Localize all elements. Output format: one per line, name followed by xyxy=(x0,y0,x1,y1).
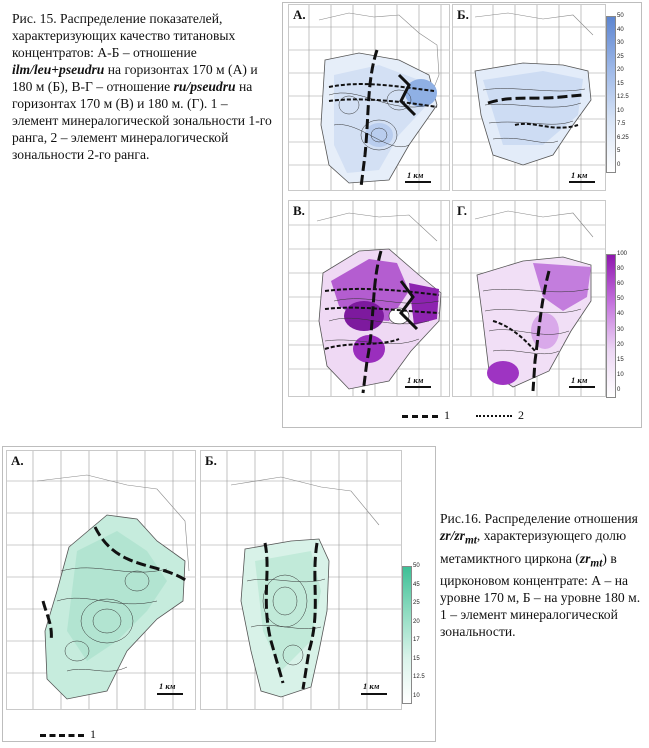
fig15-panel-a-scale-bar xyxy=(405,181,431,183)
fig16-panel-a xyxy=(6,450,196,710)
fig15-panel-g-scale: 1 км xyxy=(571,375,588,385)
fig15-panel-g-scale-bar xyxy=(569,386,595,388)
fig15-colorbar-bottom-tick-label: 0 xyxy=(617,387,621,393)
fig16-caption-text-2: , характеризующего долю метамиктного циркона ( xyxy=(440,528,627,566)
fig16-colorbar xyxy=(402,563,432,706)
fig15-colorbar-top-tick-label: 20 xyxy=(617,67,624,74)
fig16-caption-ratio-sub: mt xyxy=(464,534,477,547)
fig15-panel-b-map xyxy=(453,5,605,190)
fig15-panel-v-scale-bar xyxy=(405,386,431,388)
fig15-colorbar-top-tick-label: 0 xyxy=(617,162,621,168)
fig16-panel-a-scale-bar xyxy=(157,693,183,695)
fig16-colorbar-tick-label: 20 xyxy=(413,618,420,625)
fig15-colorbar-top-tick-label: 5 xyxy=(617,148,621,155)
fig15-legend-line-1 xyxy=(402,415,438,418)
fig15-panel-v-label: В. xyxy=(293,203,305,218)
fig15-colorbar-top-tick-label: 10 xyxy=(617,107,624,114)
fig15-colorbar-bottom-tick-label: 60 xyxy=(617,281,624,288)
fig15-colorbar-top-tick-label: 50 xyxy=(617,13,624,19)
fig16-panel-a-scale: 1 км xyxy=(159,681,176,691)
fig15-legend-line-2 xyxy=(476,415,512,417)
fig16-caption-text-1: Рис.16. Распределение отношения xyxy=(440,511,638,526)
fig15-panel-v-map xyxy=(289,201,449,396)
fig16-legend-label-1: 1 xyxy=(90,727,96,741)
fig15-panel-b xyxy=(452,4,606,191)
fig16-panel-b xyxy=(200,450,402,710)
fig16-colorbar-tick-label: 17 xyxy=(413,637,420,644)
fig16-legend xyxy=(40,727,120,743)
fig15-colorbar-top-tick-label: 25 xyxy=(617,53,624,60)
fig16-colorbar-tick-label: 12.5 xyxy=(413,674,425,681)
fig15-panel-a-scale: 1 км xyxy=(407,170,424,180)
fig15-panel-g-label: Г. xyxy=(457,203,468,218)
fig16-panel-a-label: А. xyxy=(11,453,24,468)
fig15-panel-b-scale-bar xyxy=(569,181,595,183)
fig15-panel-v-scale: 1 км xyxy=(407,375,424,385)
fig15-colorbar-bottom-tick-label: 10 xyxy=(617,371,624,378)
fig16-panel-b-map xyxy=(201,451,401,709)
fig16-colorbar-tick-label: 25 xyxy=(413,600,420,607)
fig15-colorbar-top-ramp xyxy=(606,16,616,173)
fig15-panel-g-map xyxy=(453,201,605,396)
fig16-colorbar-tick-label: 15 xyxy=(413,655,420,662)
fig15-colorbar-top-tick-label: 7.5 xyxy=(617,121,626,128)
fig16-panel-b-label: Б. xyxy=(205,453,217,468)
fig15-colorbar-bottom-tick-label: 15 xyxy=(617,356,624,363)
fig15-panel-v xyxy=(288,200,450,397)
fig16-legend-line-1 xyxy=(40,734,84,737)
fig15-colorbar-bottom-tick-label: 100 xyxy=(617,251,628,257)
fig16-panel-b-scale: 1 км xyxy=(363,681,380,691)
fig15-colorbar-top-tick-label: 30 xyxy=(617,40,624,47)
fig15-caption xyxy=(12,10,274,163)
fig16-colorbar-tick-label: 50 xyxy=(413,563,420,569)
fig16-caption-text-3: ) в цирконовом концентрате: А – на уровне 170 м, Б – на уровне 180 м. 1 – элемент минералогической зональности. xyxy=(440,550,641,640)
fig15-colorbar-top-tick-label: 40 xyxy=(617,26,624,33)
fig15-panel-b-scale: 1 км xyxy=(571,170,588,180)
fig15-colorbar-bottom-tick-label: 30 xyxy=(617,326,624,333)
fig15-caption-text-1: Рис. 15. Распределение показателей, характеризующих качество титановых концентратов: А-Б – отношение xyxy=(12,11,236,60)
fig16-caption-ratio-2-sub: mt xyxy=(590,557,603,570)
fig16-caption-ratio-2: zr xyxy=(579,550,591,566)
fig15-caption-ratio-2: ru/pseudru xyxy=(173,79,236,94)
fig15-colorbar-top-tick-label: 6.25 xyxy=(617,134,629,141)
fig16-caption xyxy=(440,510,646,640)
fig15-colorbar-top-tick-label: 15 xyxy=(617,80,624,87)
fig15-panel-b-label: Б. xyxy=(457,7,469,22)
fig16-colorbar-tick-label: 10 xyxy=(413,693,420,699)
fig15-colorbar-bottom-tick-label: 80 xyxy=(617,266,624,273)
fig15-panel-a-label: А. xyxy=(293,7,306,22)
fig15-colorbar-bottom-tick-label: 50 xyxy=(617,296,624,303)
fig15-legend-label-2: 2 xyxy=(518,408,524,422)
fig15-legend xyxy=(396,408,536,424)
fig15-colorbar-bottom-tick-label: 20 xyxy=(617,341,624,348)
fig16-colorbar-ramp xyxy=(402,566,412,704)
fig15-panel-a xyxy=(288,4,450,191)
fig16-panel-b-scale-bar xyxy=(361,693,387,695)
fig16-panel-a-map xyxy=(7,451,195,709)
fig15-colorbar-bottom-ramp xyxy=(606,254,616,398)
fig15-caption-text-3: на горизонтах 170 м (В) и 180 м. (Г). 1 – элемент минералогической зональности 1-го ранга, 2 – элемент минералогической зональности 2-го ранга. xyxy=(12,79,272,162)
fig15-colorbar-top xyxy=(606,13,636,176)
fig15-panel-g xyxy=(452,200,606,397)
fig15-caption-text-2: на горизонтах 170 м (А) и 180 м (Б), В-Г – отношение xyxy=(12,62,258,94)
fig15-colorbar-top-tick-label: 12.5 xyxy=(617,94,629,101)
fig15-colorbar-bottom-tick-label: 40 xyxy=(617,311,624,318)
fig15-colorbar-bottom xyxy=(606,251,636,402)
fig15-caption-ratio-1: ilm/leu+pseudru xyxy=(12,62,105,77)
fig15-panel-a-map xyxy=(289,5,449,190)
fig16-caption-ratio: zr/zr xyxy=(440,528,465,543)
fig15-legend-label-1: 1 xyxy=(444,408,450,422)
fig16-colorbar-tick-label: 45 xyxy=(413,581,420,588)
